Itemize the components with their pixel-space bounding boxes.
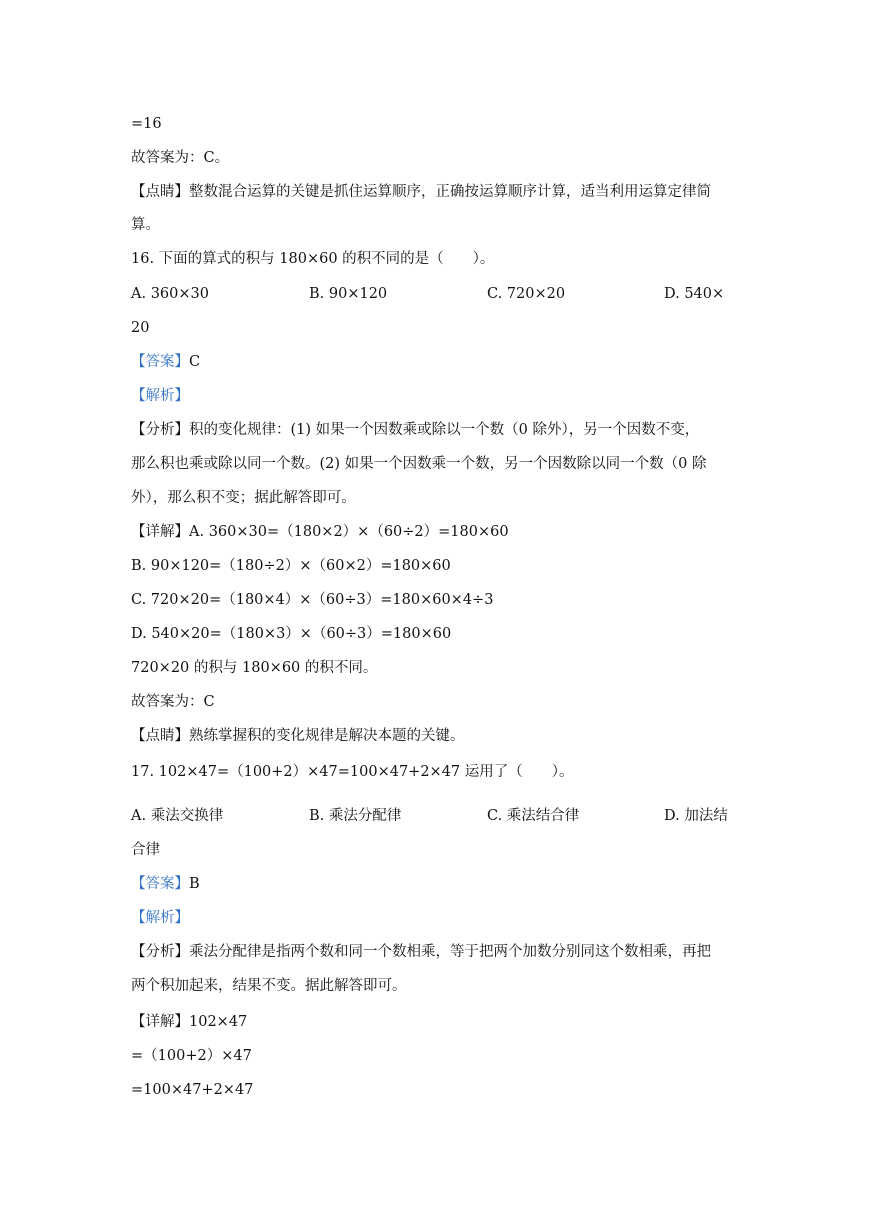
- q17-option-c: C. 乘法结合律: [487, 808, 580, 824]
- q17-detail-3: =100×47+2×47: [131, 1082, 254, 1098]
- q16-final-answer: 故答案为：C: [131, 694, 215, 710]
- answer-line: 故答案为：C。: [131, 150, 230, 166]
- q16-analysis-tag: 【解析】: [131, 388, 189, 404]
- q16-option-d-cont: 20: [131, 320, 150, 336]
- q16-option-c: C. 720×20: [487, 286, 566, 302]
- q16-comment: 【点睛】熟练掌握积的变化规律是解决本题的关键。: [131, 728, 465, 744]
- q17-analysis-tag: 【解析】: [131, 910, 189, 926]
- q16-analysis-2: 那么积也乘或除以同一个数。(2) 如果一个因数乘一个数，另一个因数除以同一个数（0 除: [131, 456, 707, 472]
- q16-option-a: A. 360×30: [131, 286, 209, 302]
- q16-analysis: 【分析】积的变化规律：(1) 如果一个因数乘或除以一个数（0 除外），另一个因数不变，: [131, 422, 700, 438]
- q16-analysis-3: 外），那么积不变；据此解答即可。: [131, 490, 356, 506]
- question-16: 16. 下面的算式的积与 180×60 的积不同的是（ ）。: [131, 251, 495, 267]
- q16-answer: [131, 352, 200, 372]
- q17-option-a: A. 乘法交换律: [131, 808, 224, 824]
- q16-detail-a: 【详解】A. 360×30=（180×2）×（60÷2）=180×60: [131, 524, 509, 540]
- q16-detail-d: D. 540×20=（180×3）×（60÷3）=180×60: [131, 626, 452, 642]
- q17-analysis-2: 两个积加起来，结果不变。据此解答即可。: [131, 978, 407, 994]
- question-17: 17. 102×47=（100+2）×47=100×47+2×47 运用了（ ）。: [131, 764, 574, 780]
- answer-value: B: [189, 876, 200, 892]
- q17-answer: [131, 874, 200, 894]
- q16-detail-b: B. 90×120=（180÷2）×（60×2）=180×60: [131, 558, 451, 574]
- q16-detail-c: C. 720×20=（180×4）×（60÷3）=180×60×4÷3: [131, 592, 494, 608]
- q17-option-d: D. 加法结: [664, 808, 728, 824]
- q17-analysis: 【分析】乘法分配律是指两个数和同一个数相乘，等于把两个加数分别同这个数相乘，再把: [131, 944, 711, 960]
- q17-option-b: B. 乘法分配律: [309, 808, 402, 824]
- q17-option-d-cont: 合律: [131, 842, 160, 858]
- q16-option-d: D. 540×: [664, 286, 725, 302]
- answer-tag: 【答案】: [131, 876, 189, 892]
- answer-tag: 【答案】: [131, 354, 189, 370]
- q17-detail-2: =（100+2）×47: [131, 1048, 252, 1064]
- answer-value: C: [189, 354, 201, 370]
- q17-detail-1: 【详解】102×47: [131, 1014, 248, 1030]
- comment-line: 【点睛】整数混合运算的关键是抓住运算顺序，正确按运算顺序计算，适当利用运算定律简: [131, 184, 711, 200]
- comment-line-cont: 算。: [131, 217, 160, 233]
- q16-option-b: B. 90×120: [309, 286, 388, 302]
- q16-conclusion: 720×20 的积与 180×60 的积不同。: [131, 660, 378, 676]
- equation-line: =16: [131, 116, 162, 132]
